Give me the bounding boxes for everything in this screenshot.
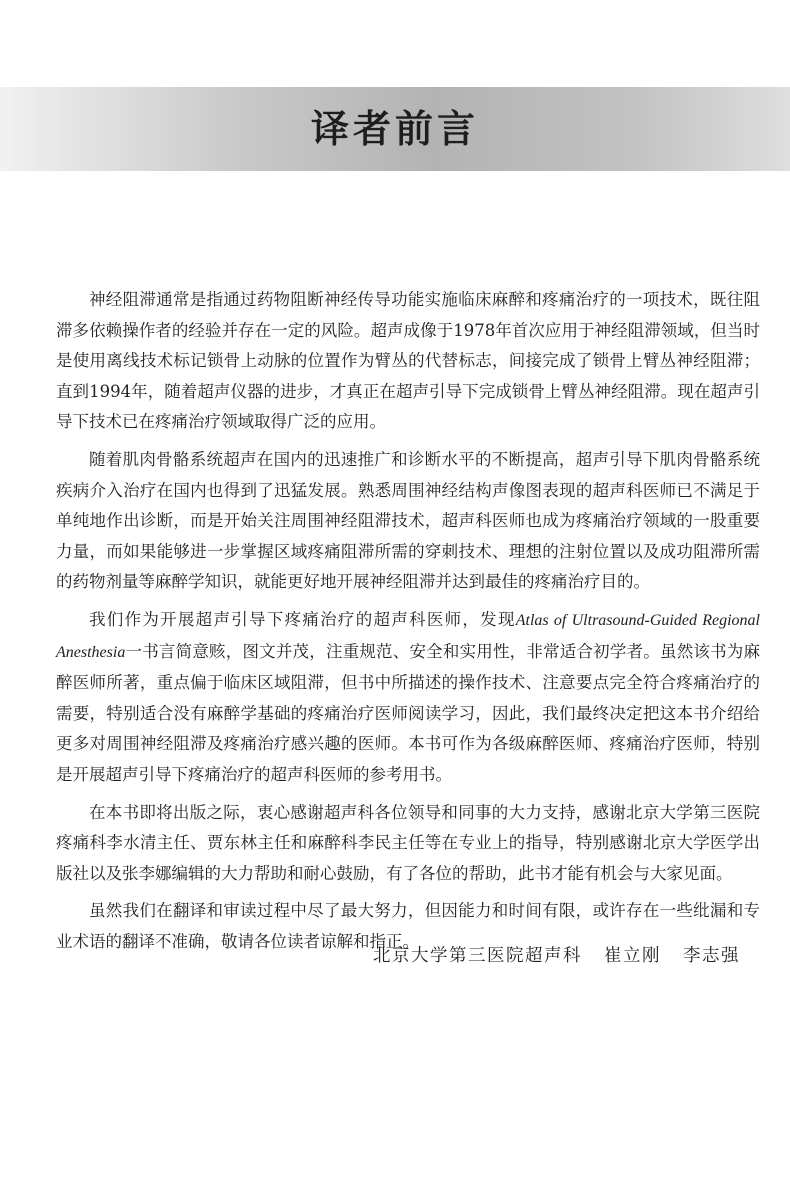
signature-institution: 北京大学第三医院超声科	[373, 946, 582, 966]
paragraph-5: 虽然我们在翻译和审读过程中尽了最大努力，但因能力和时间有限，或许存在一些纰漏和专业术语的翻译不准确，敬请各位读者谅解和指正。	[56, 901, 760, 951]
paragraph-4: 在本书即将出版之际，衷心感谢超声科各位领导和同事的大力支持，感谢北京大学第三医院疼痛科李水清主任、贾东林主任和麻醉科李民主任等在专业上的指导，特别感谢北京大学医学出版社以及张李娜编辑的大力帮助和耐心鼓励，有了各位的帮助，此书才能有机会与大家见面。	[56, 802, 760, 883]
book-title: Atlas of Ultrasound-Guided Regional Anesthesia	[56, 611, 761, 661]
paragraph-2: 随着肌肉骨骼系统超声在国内的迅速推广和诊断水平的不断提高，超声引导下肌肉骨骼系统疾病介入治疗在国内也得到了迅猛发展。熟悉周围神经结构声像图表现的超声科医师已不满足于单纯地作出诊断，而是开始关注周围神经阻滞技术，超声科医师也成为疼痛治疗领域的一股重要力量，而如果能够进一步掌握区域疼痛阻滞所需的穿刺技术、理想的注射位置以及成功阻滞所需的药物剂量等麻醉学知识，就能更好地开展神经阻滞并达到最佳的疼痛治疗目的。	[56, 449, 760, 592]
signature	[373, 941, 740, 971]
signature-author-1: 崔立刚	[604, 946, 661, 966]
paragraph-3-before: 我们作为开展超声引导下疼痛治疗的超声科医师，发现	[89, 609, 516, 629]
paragraph-3-after: 一书言简意赅，图文并茂，注重规范、安全和实用性，非常适合初学者。虽然该书为麻醉医师所著，重点偏于临床区域阻滞，但书中所描述的操作技术、注意要点完全符合疼痛治疗的需要，特别适合没有麻醉学基础的疼痛治疗医师阅读学习，因此，我们最终决定把这本书介绍给更多对周围神经阻滞及疼痛治疗感兴趣的医师。本书可作为各级麻醉医师、疼痛治疗医师，特别是开展超声引导下疼痛治疗的超声科医师的参考用书。	[56, 641, 760, 784]
paragraph-3	[56, 605, 760, 791]
paragraph-1: 神经阻滞通常是指通过药物阻断神经传导功能实施临床麻醉和疼痛治疗的一项技术，既往阻滞多依赖操作者的经验并存在一定的风险。超声成像于1978年首次应用于神经阻滞领域，但当时是使用离线技术标记锁骨上动脉的位置作为臂丛的代替标志，间接完成了锁骨上臂丛神经阻滞；直到1994年，随着超声仪器的进步，才真正在超声引导下完成锁骨上臂丛神经阻滞。现在超声引导下技术已在疼痛治疗领域取得广泛的应用。	[56, 290, 760, 432]
signature-author-2: 李志强	[683, 946, 740, 966]
page-title: 译者前言	[310, 106, 479, 151]
preface-body	[56, 285, 760, 964]
